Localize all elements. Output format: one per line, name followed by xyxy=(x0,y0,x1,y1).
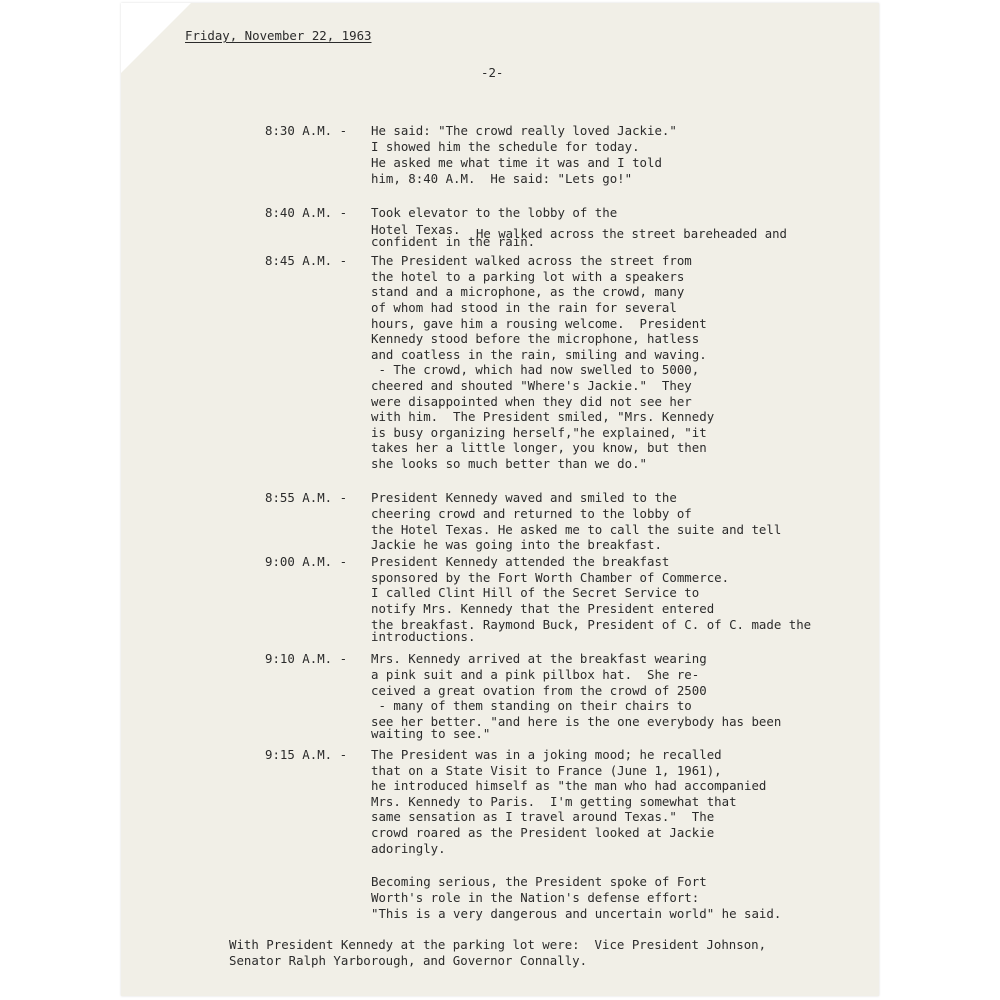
entry-line: a pink suit and a pink pillbox hat. She re- xyxy=(371,667,700,682)
entry-line: ceived a great ovation from the crowd of 2500 xyxy=(371,683,707,698)
entry-line: hours, gave him a rousing welcome. President xyxy=(371,316,707,331)
entry-line: takes her a little longer, you know, but then xyxy=(371,440,707,455)
entry-line: - many of them standing on their chairs to xyxy=(371,698,692,713)
entry-line: sponsored by the Fort Worth Chamber of Commerce. xyxy=(371,570,730,585)
entry-line: Took elevator to the lobby of the xyxy=(371,205,618,220)
entry-line: "This is a very dangerous and uncertain world" he said. xyxy=(371,906,782,921)
entry-line: The President walked across the street from xyxy=(371,253,692,268)
entry-line: waiting to see." xyxy=(371,726,491,741)
entry-line: cheered and shouted "Where's Jackie." They xyxy=(371,378,692,393)
entry-line: I called Clint Hill of the Secret Service to xyxy=(371,585,700,600)
entry-line: Hotel Texas. xyxy=(371,222,461,237)
entry-time: 9:15 A.M. - xyxy=(265,747,348,762)
page-number: -2- xyxy=(481,65,504,80)
entry-line: President Kennedy attended the breakfast xyxy=(371,554,670,569)
entry-line: the breakfast. Raymond Buck, President of C. of C. made the xyxy=(371,617,812,632)
entry-line: were disappointed when they did not see her xyxy=(371,394,692,409)
entry-line: with him. The President smiled, "Mrs. Kennedy xyxy=(371,409,715,424)
entry-line: is busy organizing herself,"he explained, "it xyxy=(371,425,707,440)
entry-line: Kennedy stood before the microphone, hatless xyxy=(371,331,700,346)
entry-line: I showed him the schedule for today. xyxy=(371,139,640,154)
entry-line: Mrs. Kennedy to Paris. I'm getting somewhat that xyxy=(371,794,737,809)
entry-line: the hotel to a parking lot with a speakers xyxy=(371,269,685,284)
entry-line: Jackie he was going into the breakfast. xyxy=(371,537,662,552)
entry-line: see her better. "and here is the one everybody has been xyxy=(371,714,782,729)
entry-line: crowd roared as the President looked at Jackie xyxy=(371,825,715,840)
footer-line: Senator Ralph Yarborough, and Governor Connally. xyxy=(229,953,588,968)
entry-time: 8:55 A.M. - xyxy=(265,490,348,505)
entry-line: same sensation as I travel around Texas." The xyxy=(371,809,715,824)
entry-line: He asked me what time it was and I told xyxy=(371,155,662,170)
entry-line: cheering crowd and returned to the lobby of xyxy=(371,506,692,521)
entry-line: adoringly. xyxy=(371,841,446,856)
entry-line: President Kennedy waved and smiled to the xyxy=(371,490,677,505)
entry-time: 8:45 A.M. - xyxy=(265,253,348,268)
entry-time: 8:30 A.M. - xyxy=(265,123,348,138)
entry-time: 9:10 A.M. - xyxy=(265,651,348,666)
entry-line: Worth's role in the Nation's defense effort: xyxy=(371,890,700,905)
entry-line: confident in the rain. xyxy=(371,234,536,249)
entry-line: of whom had stood in the rain for several xyxy=(371,300,677,315)
entry-line: He walked across the street bareheaded and xyxy=(476,227,787,241)
date-header: Friday, November 22, 1963 xyxy=(185,28,372,43)
entry-line: and coatless in the rain, smiling and waving. xyxy=(371,347,707,362)
entry-time: 9:00 A.M. - xyxy=(265,554,348,569)
entry-line: she looks so much better than we do." xyxy=(371,456,648,471)
entry-line: He said: "The crowd really loved Jackie." xyxy=(371,123,677,138)
entry-line: introductions. xyxy=(371,629,476,644)
entry-line: - The crowd, which had now swelled to 5000, xyxy=(371,362,700,377)
entry-line: The President was in a joking mood; he recalled xyxy=(371,747,722,762)
entry-line: that on a State Visit to France (June 1, 1961), xyxy=(371,763,722,778)
entry-line: Mrs. Kennedy arrived at the breakfast wearing xyxy=(371,651,707,666)
entry-time: 8:40 A.M. - xyxy=(265,205,348,220)
entry-line: Becoming serious, the President spoke of Fort xyxy=(371,874,707,889)
entry-line: stand and a microphone, as the crowd, many xyxy=(371,284,685,299)
footer-line: With President Kennedy at the parking lot were: Vice President Johnson, xyxy=(229,937,767,952)
document-page xyxy=(121,3,879,996)
entry-line: the Hotel Texas. He asked me to call the suite and tell xyxy=(371,522,782,537)
entry-line: him, 8:40 A.M. He said: "Lets go!" xyxy=(371,171,633,186)
entry-line: he introduced himself as "the man who had accompanied xyxy=(371,778,767,793)
folded-corner xyxy=(121,3,191,73)
entry-line: notify Mrs. Kennedy that the President entered xyxy=(371,601,715,616)
